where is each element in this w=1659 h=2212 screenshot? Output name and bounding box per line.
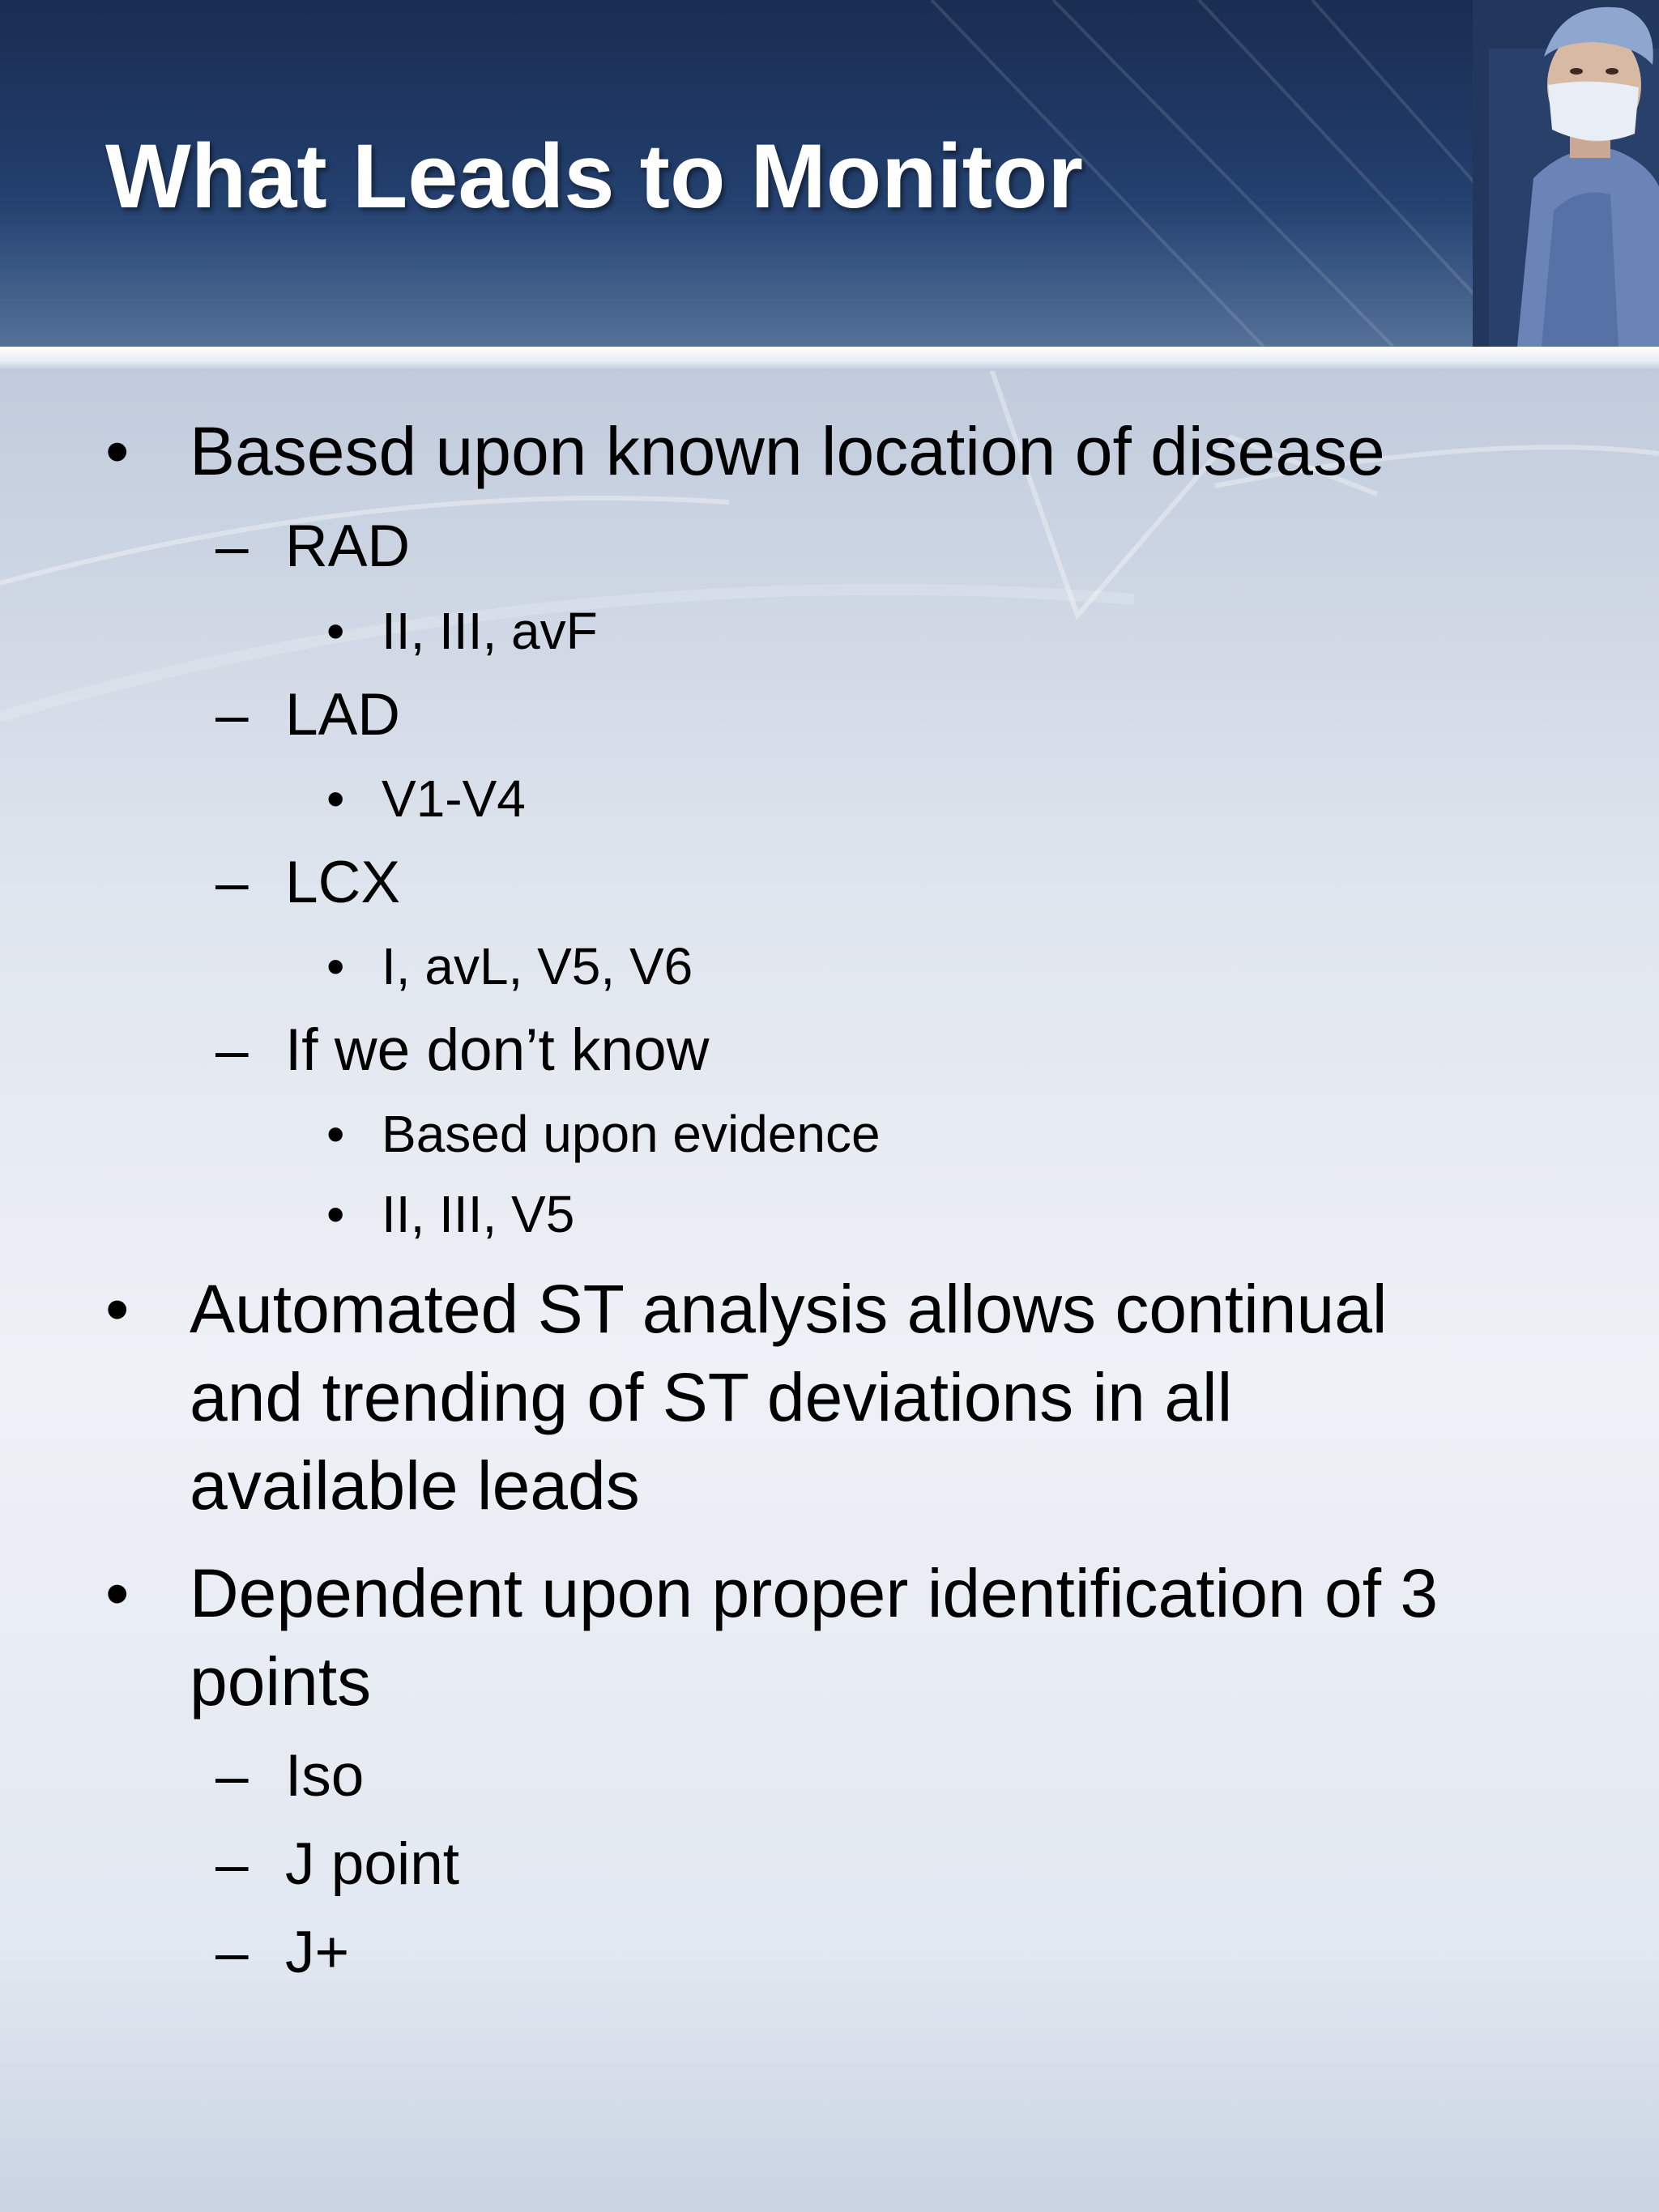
- bullet-continuation: [190, 1638, 371, 1725]
- bullet-marker: •: [326, 602, 345, 660]
- sub-bullet-text: If we don’t know: [285, 1017, 710, 1083]
- dash-marker: –: [215, 1743, 249, 1809]
- sub-bullet-text: LCX: [285, 850, 401, 915]
- sub-bullet-text: J+: [285, 1920, 350, 1985]
- sub-sub-bullet-text: I, avL, V5, V6: [382, 937, 693, 995]
- dash-marker: –: [215, 850, 249, 915]
- dash-marker: –: [215, 1017, 249, 1083]
- bullet-marker: •: [326, 769, 345, 828]
- bullet-text: Basesd upon known location of disease: [190, 413, 1385, 489]
- sub-sub-bullet-text: V1-V4: [382, 769, 526, 828]
- sub-bullet-text: J point: [285, 1831, 460, 1897]
- sub-bullet-text: Iso: [285, 1743, 365, 1809]
- slide-title: What Leads to Monitor: [105, 126, 1084, 227]
- bullet-marker: •: [105, 413, 130, 489]
- dash-marker: –: [215, 682, 249, 748]
- bullet-continuation: [190, 1442, 640, 1529]
- dash-marker: –: [215, 514, 249, 579]
- bullet-marker: •: [105, 1555, 130, 1631]
- bullet-text: Dependent upon proper identification of 3: [190, 1555, 1439, 1631]
- dash-marker: –: [215, 1831, 249, 1897]
- dash-marker: –: [215, 1920, 249, 1985]
- bullet-marker: •: [326, 1185, 345, 1243]
- sub-sub-bullet-text: Based upon evidence: [382, 1105, 881, 1163]
- bullet-marker: •: [326, 937, 345, 995]
- sub-sub-bullet-text: II, III, V5: [382, 1185, 575, 1243]
- bullet-text: points: [190, 1643, 372, 1720]
- bullet-text: Automated ST analysis allows continual: [190, 1271, 1388, 1347]
- sub-bullet-text: LAD: [285, 682, 401, 748]
- bullet-continuation: [190, 1353, 1232, 1441]
- bullet-text: and trending of ST deviations in all: [190, 1359, 1233, 1435]
- sub-sub-bullet-text: II, III, avF: [382, 602, 598, 660]
- bullet-text: available leads: [190, 1447, 640, 1524]
- bullet-marker: •: [105, 1271, 130, 1347]
- sub-bullet-text: RAD: [285, 514, 411, 579]
- bullet-marker: •: [326, 1105, 345, 1163]
